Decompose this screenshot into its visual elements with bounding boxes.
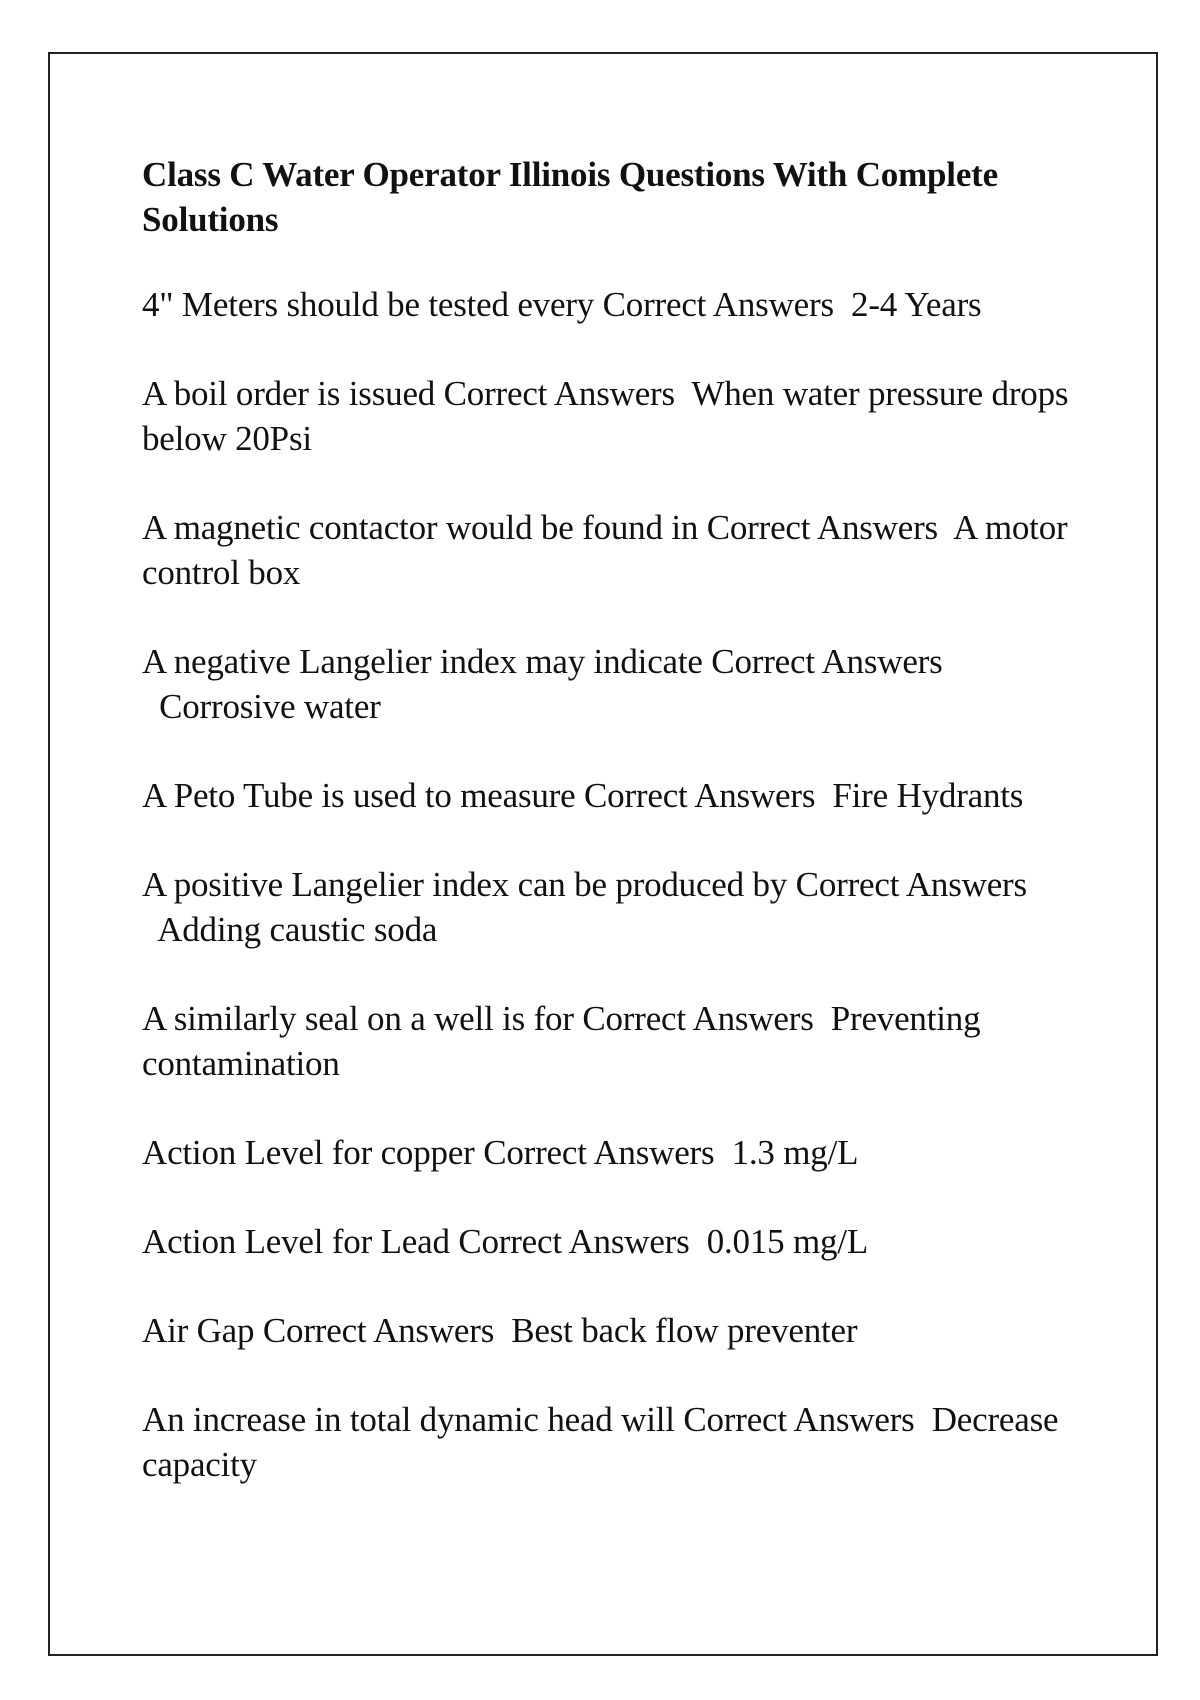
- qa-item: [142, 505, 1082, 595]
- qa-item: [142, 1308, 1082, 1353]
- answer-text: A motor control box: [142, 508, 1068, 592]
- correct-answers-label: Correct Answers: [706, 508, 938, 547]
- correct-answers-label: Correct Answers: [584, 776, 816, 815]
- question-text: A boil order is issued: [142, 374, 436, 413]
- question-text: Air Gap: [142, 1311, 255, 1350]
- question-text: An increase in total dynamic head will: [142, 1400, 675, 1439]
- answer-text: 2-4 Years: [851, 285, 982, 324]
- document-title: Class C Water Operator Illinois Questions With Complete Solutions: [142, 155, 998, 239]
- question-text: A positive Langelier index can be produced by: [142, 865, 788, 904]
- qa-item: [142, 1397, 1082, 1487]
- question-text: A negative Langelier index may indicate: [142, 642, 703, 681]
- qa-item: [142, 773, 1082, 818]
- qa-item: [142, 282, 1082, 327]
- qa-item: [142, 1130, 1082, 1175]
- correct-answers-label: Correct Answers: [458, 1222, 690, 1261]
- qa-item: [142, 371, 1082, 461]
- answer-text: Preventing contamination: [142, 999, 981, 1083]
- answer-text: Adding caustic soda: [157, 910, 438, 949]
- qa-item: [142, 862, 1082, 952]
- answer-text: 1.3 mg/L: [731, 1133, 859, 1172]
- correct-answers-label: Correct Answers: [795, 865, 1027, 904]
- question-text: A magnetic contactor would be found in: [142, 508, 699, 547]
- correct-answers-label: Correct Answers: [711, 642, 943, 681]
- correct-answers-label: Correct Answers: [582, 999, 814, 1038]
- correct-answers-label: Correct Answers: [683, 1400, 915, 1439]
- qa-item: [142, 639, 1082, 729]
- answer-text: Decrease capacity: [142, 1400, 1059, 1484]
- correct-answers-label: Correct Answers: [262, 1311, 495, 1350]
- answer-text: 0.015 mg/L: [706, 1222, 869, 1261]
- answer-text: Corrosive water: [159, 687, 381, 726]
- correct-answers-label: Correct Answers: [483, 1133, 715, 1172]
- qa-item: [142, 1219, 1082, 1264]
- document-body: [142, 152, 1082, 1531]
- answer-text: Fire Hydrants: [832, 776, 1024, 815]
- correct-answers-label: Correct Answers: [602, 285, 834, 324]
- answer-text: When water pressure drops below 20Psi: [142, 374, 1069, 458]
- correct-answers-label: Correct Answers: [443, 374, 675, 413]
- question-text: 4" Meters should be tested every: [142, 285, 595, 324]
- question-text: Action Level for Lead: [142, 1222, 450, 1261]
- question-text: Action Level for copper: [142, 1133, 475, 1172]
- question-text: A Peto Tube is used to measure: [142, 776, 576, 815]
- question-text: A similarly seal on a well is for: [142, 999, 574, 1038]
- qa-item: [142, 996, 1082, 1086]
- answer-text: Best back flow preventer: [511, 1311, 858, 1350]
